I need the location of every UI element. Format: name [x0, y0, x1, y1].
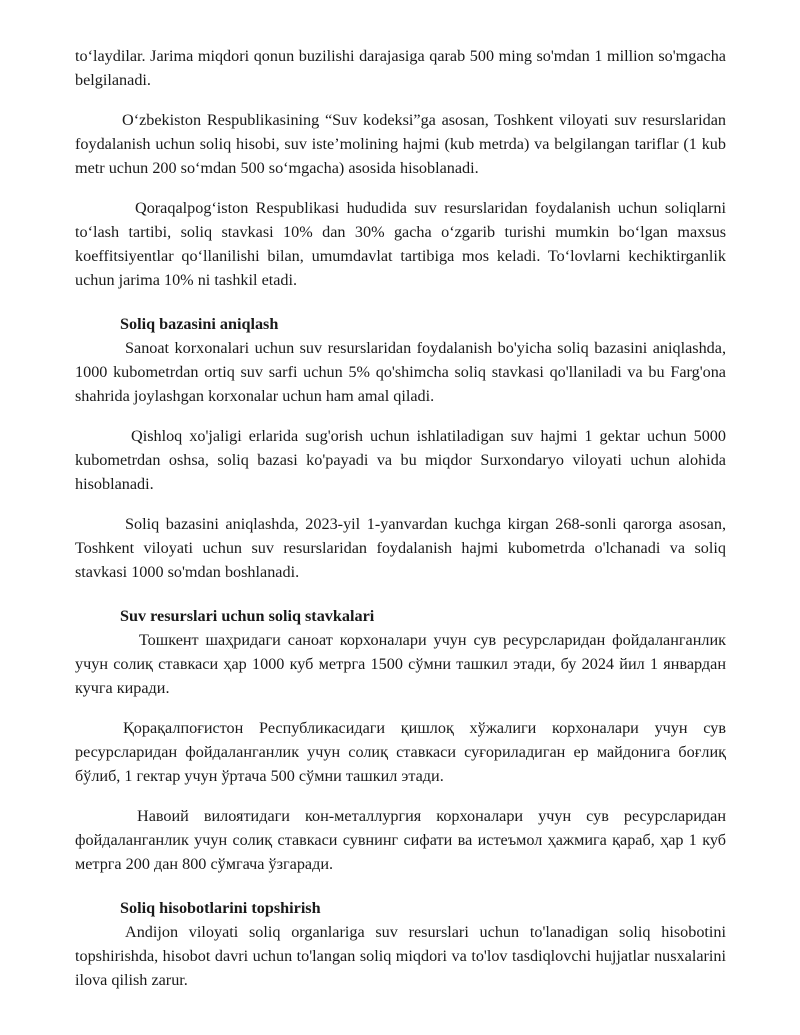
- paragraph-andijan-reporting: Andijon viloyati soliq organlariga suv resurslari uchun to'lanadigan soliq hisobotini topshirishda, hisobot davri uchun to'langan soliq miqdori va to'lov tasdiqlovchi hujjatlar nusxalarini ilova qilish zarur.: [75, 923, 726, 989]
- paragraph-karakalpakstan-agriculture-rate: Қорақалпоғистон Республикасидаги қишлоқ хўжалиги корхоналари учун сув ресурсларидан фойдаланганлик учун солиқ ставкаси суғориладиган ер майдонига боғлиқ бўлиб, 1 гектар учун ўртача 500 сўмни ташкил этади.: [75, 719, 726, 785]
- paragraph-intro: to‘laydilar. Jarima miqdori qonun buzilishi darajasiga qarab 500 ming so'mdan 1 million so'mgacha belgilanadi.: [75, 47, 726, 89]
- paragraph-karakalpakstan-rules: Qoraqalpog‘iston Respublikasi hududida suv resurslaridan foydalanish uchun soliqlarni to‘lash tartibi, soliq stavkasi 10% dan 30% gacha o‘zgarib turishi mumkin bo‘lgan maxsus koeffitsiyentlar qo‘llanilishi bilan, umumdavlat tartibiga mos keladi. To‘lovlarni kechiktirganlik uchun jarima 10% ni tashkil etadi.: [75, 199, 726, 289]
- paragraph-agriculture-irrigation: Qishloq xo'jaligi erlarida sug'orish uchun ishlatiladigan suv hajmi 1 gektar uchun 5000 kubometrdan oshsa, soliq bazasi ko'payadi va bu miqdor Surxondaryo viloyati uchun alohida hisoblanadi.: [75, 427, 726, 493]
- paragraph-water-code-tashkent: O‘zbekiston Respublikasining “Suv kodeksi”ga asosan, Toshkent viloyati suv resurslaridan foydalanish uchun soliq hisobi, suv iste’molining hajmi (kub metrda) va belgilangan tariflar (1 kub metr uchun 200 so‘mdan 500 so‘mgacha) asosida hisoblanadi.: [75, 111, 726, 177]
- paragraph-resolution-268: Soliq bazasini aniqlashda, 2023-yil 1-yanvardan kuchga kirgan 268-sonli qarorga asosan, Toshkent viloyati uchun suv resurslaridan foydalanish hajmi kubometrda o'lchanadi va soliq stavkasi 1000 so'mdan boshlanadi.: [75, 515, 726, 581]
- heading-tax-reports: Soliq hisobotlarini topshirish: [120, 899, 321, 917]
- heading-tax-rates: Suv resurslari uchun soliq stavkalari: [120, 607, 375, 625]
- document-page: [75, 44, 726, 992]
- heading-tax-base: Soliq bazasini aniqlash: [120, 315, 279, 333]
- paragraph-tashkent-industry-rate: Тошкент шаҳридаги саноат корхоналари учун сув ресурсларидан фойдаланганлик учун солиқ ставкаси ҳар 1000 куб метрга 1500 сўмни ташкил этади, бу 2024 йил 1 январдан кучга киради.: [75, 631, 726, 697]
- paragraph-navoi-mining-rate: Навоий вилоятидаги кон-металлургия корхоналари учун сув ресурсларидан фойдаланганлик учун солиқ ставкаси сувнинг сифати ва истеъмол ҳажмига қараб, ҳар 1 куб метрга 200 дан 800 сўмгача ўзгаради.: [75, 807, 726, 873]
- paragraph-industrial-enterprises: Sanoat korxonalari uchun suv resurslaridan foydalanish bo'yicha soliq bazasini aniqlashda, 1000 kubometrdan ortiq suv sarfi uchun 5% qo'shimcha soliq stavkasi qo'llaniladi va bu Farg'ona shahrida joylashgan korxonalar uchun ham amal qiladi.: [75, 339, 726, 405]
